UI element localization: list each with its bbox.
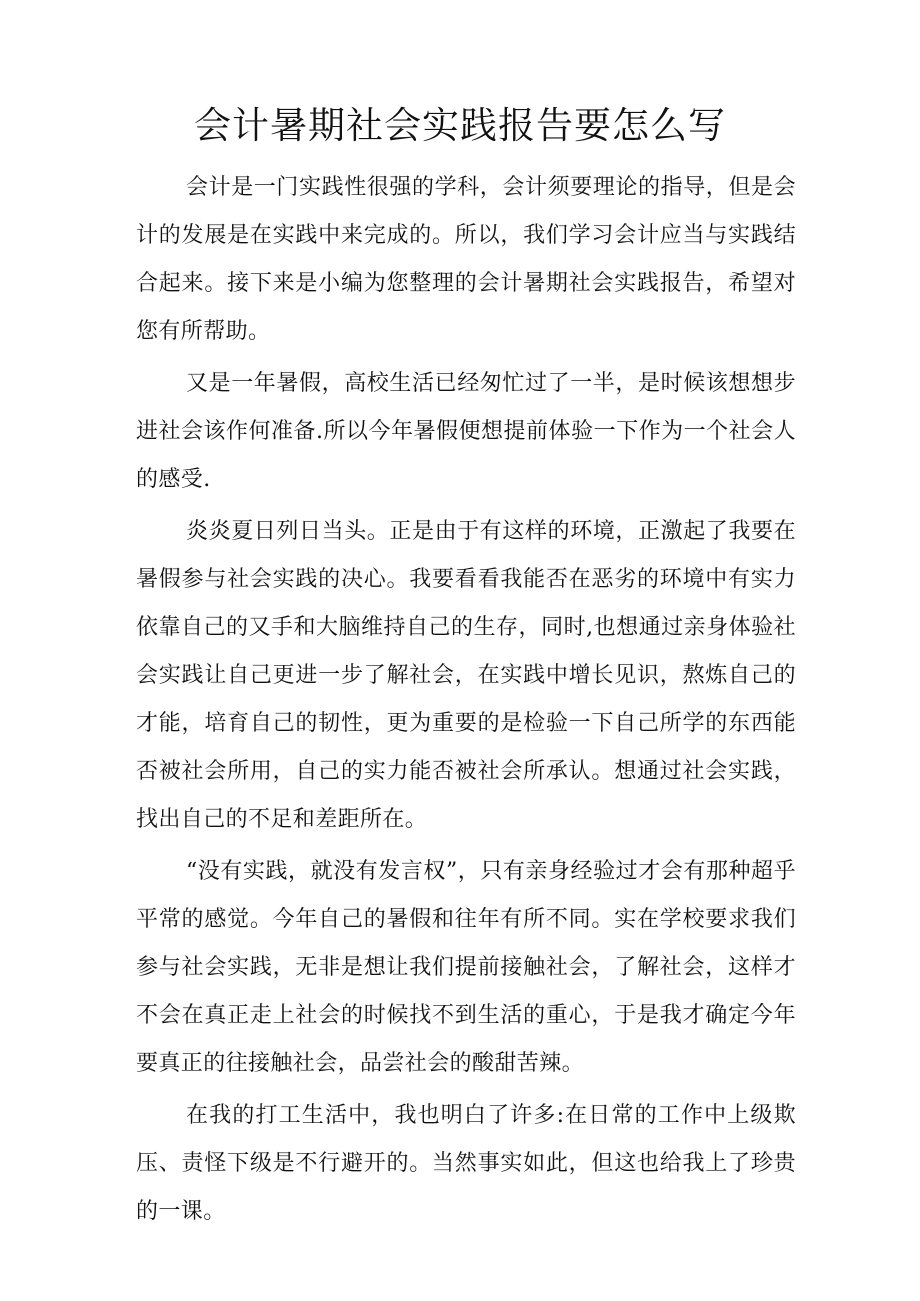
paragraph-work-life: 在我的打工生活中，我也明白了许多:在日常的工作中上级欺压、责怪下级是不行避开的。当然事实如此，但这也给我上了珍贵的一课。 bbox=[136, 1103, 796, 1224]
document-title: 会计暑期社会实践报告要怎么写 bbox=[194, 104, 726, 147]
paragraph-practice: “没有实践，就没有发言权”，只有亲身经验过才会有那种超乎平常的感觉。今年自己的暑假和往年有所不同。实在学校要求我们参与社会实践，无非是想让我们提前接触社会，了解社会，这样才不会在真正走上社会的时候找不到生活的重心，于是我才确定今年要真正的往接触社会，品尝社会的酸甜苦辣。 bbox=[136, 859, 796, 1076]
document-body bbox=[136, 164, 796, 1236]
paragraph-determination: 炎炎夏日列日当头。正是由于有这样的环境，正激起了我要在暑假参与社会实践的决心。我要看看我能否在恶劣的环境中有实力依靠自己的又手和大脑维持自己的生存，同时,也想通过亲身体验社会实践让自己更进一步了解社会，在实践中增长见识，熬炼自己的才能，培育自己的韧性，更为重要的是检验一下自己所学的东西能否被社会所用，自己的实力能否被社会所承认。想通过社会实践，找出自己的不足和差距所在。 bbox=[136, 519, 796, 832]
paragraph-summer: 又是一年暑假，高校生活已经匆忙过了一半，是时候该想想步进社会该作何准备.所以今年暑假便想提前体验一下作为一个社会人的感受. bbox=[136, 371, 796, 492]
paragraph-intro: 会计是一门实践性很强的学科，会计须要理论的指导，但是会计的发展是在实践中来完成的。所以，我们学习会计应当与实践结合起来。接下来是小编为您整理的会计暑期社会实践报告，希望对您有所帮助。 bbox=[136, 175, 796, 344]
